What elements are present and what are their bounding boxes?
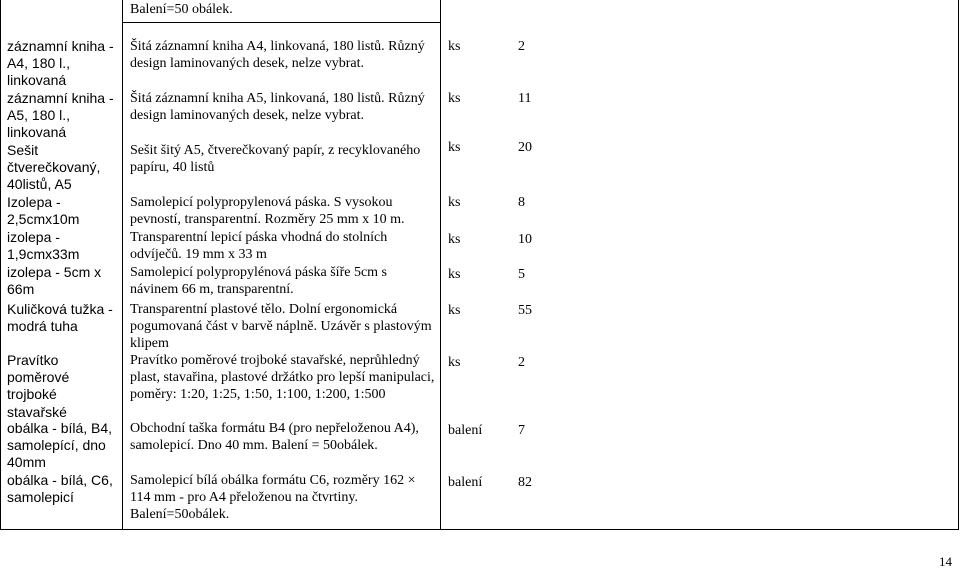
item-name: Kuličková tužka - modrá tuha	[7, 301, 113, 335]
item-quantity: 10	[518, 232, 532, 247]
column-divider-2	[440, 0, 441, 530]
item-description: Transparentní lepicí páska vhodná do stolních odvíječů. 19 mm x 33 m	[130, 230, 388, 263]
item-quantity: 55	[518, 303, 532, 318]
item-description: Pravítko poměrové trojboké stavařské, neprůhledný plast, stavařina, plastové držátko pro lepší manipulaci, poměry: 1:20, 1:25, 1:50, 1:100, 1:200, 1:500	[130, 353, 435, 403]
item-description: Šitá záznamní kniha A5, linkovaná, 180 listů. Různý design laminovaných desek, nelze vybrat.	[130, 91, 425, 124]
table-border-left	[0, 0, 1, 530]
item-quantity: 82	[518, 475, 532, 490]
item-description: Sešit šitý A5, čtverečkovaný papír, z recyklovaného papíru, 40 listů	[130, 143, 421, 176]
item-unit: ks	[448, 232, 461, 247]
item-quantity: 2	[518, 39, 525, 54]
item-quantity: 20	[518, 140, 532, 155]
item-name: záznamní kniha - A4, 180 l., linkovaná	[7, 38, 114, 89]
item-description: Samolepicí polypropylenová páska. S vysokou pevností, transparentní. Rozměry 25 mm x 10 m.	[130, 195, 405, 228]
item-quantity: 8	[518, 195, 525, 210]
item-unit: ks	[448, 91, 461, 106]
item-name: obálka - bílá, C6, samolepicí	[7, 472, 113, 506]
item-description: Transparentní plastové tělo. Dolní ergonomická pogumovaná část v barvě náplně. Uzávěr s plastovým klipem	[130, 302, 432, 352]
item-name: záznamní kniha - A5, 180 l., linkovaná	[7, 90, 114, 141]
item-name: Sešit čtverečkovaný, 40listů, A5	[7, 142, 101, 193]
item-name: Pravítko poměrové trojboké stavařské	[7, 352, 70, 420]
item-description: Obchodní taška formátu B4 (pro nepřeloženou A4), samolepicí. Dno 40 mm. Balení = 50obálek.	[130, 421, 419, 454]
item-name: izolepa - 1,9cmx33m	[7, 229, 80, 263]
item-name: obálka - bílá, B4, samolepící, dno 40mm	[7, 420, 113, 471]
top-cell-text: Balení=50 obálek.	[130, 2, 233, 17]
item-quantity: 2	[518, 355, 525, 370]
item-description: Samolepicí polypropylénová páska šíře 5cm s návinem 66 m, transparentní.	[130, 265, 387, 298]
item-description: Samolepicí bílá obálka formátu C6, rozměry 162 × 114 mm - pro A4 přeloženou na čtvrtiny. Balení=50obálek.	[130, 473, 416, 523]
column-divider-1	[122, 0, 123, 530]
item-unit: ks	[448, 140, 461, 155]
item-unit: balení	[448, 475, 483, 490]
item-name: Izolepa - 2,5cmx10m	[7, 194, 80, 228]
item-unit: ks	[448, 355, 461, 370]
item-description: Šitá záznamní kniha A4, linkovaná, 180 listů. Různý design laminovaných desek, nelze vybrat.	[130, 39, 425, 72]
item-unit: balení	[448, 423, 483, 438]
item-quantity: 5	[518, 267, 525, 282]
item-unit: ks	[448, 39, 461, 54]
item-quantity: 11	[518, 91, 532, 106]
item-quantity: 7	[518, 423, 525, 438]
item-unit: ks	[448, 195, 461, 210]
page-number: 14	[939, 554, 952, 569]
top-divider	[122, 22, 440, 23]
table-border-right	[958, 0, 959, 530]
table-border-bottom	[0, 529, 959, 530]
item-unit: ks	[448, 303, 461, 318]
item-unit: ks	[448, 267, 461, 282]
item-name: izolepa - 5cm x 66m	[7, 264, 102, 298]
